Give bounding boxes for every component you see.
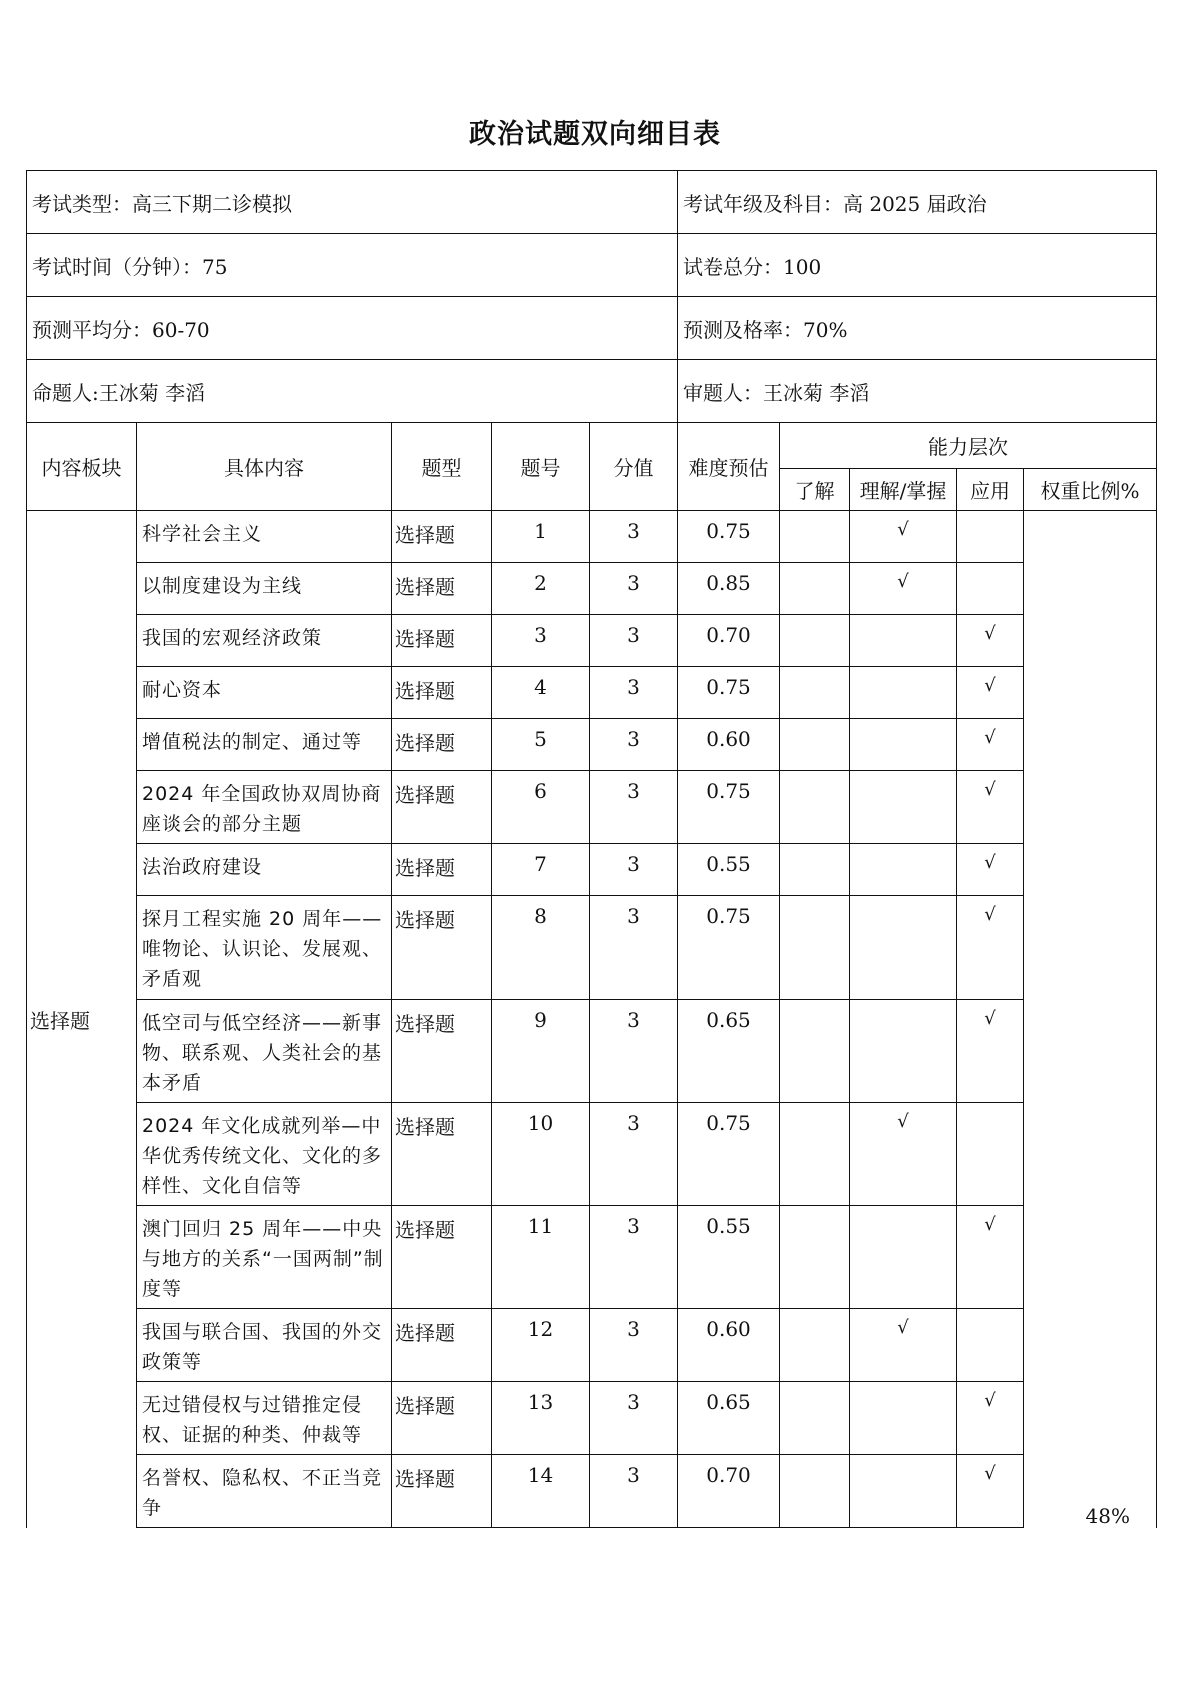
row-difficulty: 0.60 [678, 1309, 780, 1382]
row-number: 8 [492, 896, 590, 1000]
row-difficulty: 0.75 [678, 771, 780, 844]
row-type: 选择题 [392, 1382, 492, 1455]
table-row [27, 1103, 1157, 1206]
row-number: 5 [492, 719, 590, 771]
table-row [27, 1309, 1157, 1382]
table-row [27, 511, 1157, 563]
row-type: 选择题 [392, 615, 492, 667]
table-row [27, 719, 1157, 771]
row-content: 我国的宏观经济政策 [137, 615, 392, 667]
row-difficulty: 0.65 [678, 1000, 780, 1103]
empty-cell-understand [780, 1103, 850, 1206]
row-difficulty: 0.75 [678, 511, 780, 563]
row-score: 3 [590, 1000, 678, 1103]
check-mark-apply: √ [957, 1000, 1024, 1103]
empty-cell-comprehend [850, 1455, 957, 1528]
row-content: 耐心资本 [137, 667, 392, 719]
row-content: 无过错侵权与过错推定侵权、证据的种类、仲裁等 [137, 1382, 392, 1455]
empty-cell-apply [957, 563, 1024, 615]
row-difficulty: 0.70 [678, 615, 780, 667]
row-number: 13 [492, 1382, 590, 1455]
check-mark-apply: √ [957, 1455, 1024, 1528]
row-content: 2024 年文化成就列举—中华优秀传统文化、文化的多样性、文化自信等 [137, 1103, 392, 1206]
row-type: 选择题 [392, 1000, 492, 1103]
empty-cell-understand [780, 667, 850, 719]
empty-cell-understand [780, 1206, 850, 1309]
row-difficulty: 0.75 [678, 1103, 780, 1206]
table-row [27, 1382, 1157, 1455]
check-mark-apply: √ [957, 771, 1024, 844]
empty-cell-comprehend [850, 844, 957, 896]
exam-type: 考试类型：高三下期二诊模拟 [27, 171, 678, 234]
row-type: 选择题 [392, 896, 492, 1000]
row-type: 选择题 [392, 667, 492, 719]
predicted-average: 预测平均分：60-70 [27, 297, 678, 360]
check-mark-comprehend: √ [850, 1309, 957, 1382]
row-type: 选择题 [392, 1206, 492, 1309]
row-score: 3 [590, 896, 678, 1000]
header-number: 题号 [492, 423, 590, 511]
row-type: 选择题 [392, 1103, 492, 1206]
empty-cell-comprehend [850, 667, 957, 719]
header-ability: 能力层次 [780, 423, 1157, 469]
row-content: 澳门回归 25 周年——中央与地方的关系“一国两制”制度等 [137, 1206, 392, 1309]
table-row [27, 1206, 1157, 1309]
row-difficulty: 0.75 [678, 896, 780, 1000]
row-number: 1 [492, 511, 590, 563]
row-difficulty: 0.85 [678, 563, 780, 615]
header-section: 内容板块 [27, 423, 137, 511]
header-score: 分值 [590, 423, 678, 511]
header-type: 题型 [392, 423, 492, 511]
row-content: 以制度建设为主线 [137, 563, 392, 615]
empty-cell-comprehend [850, 771, 957, 844]
empty-cell-understand [780, 1309, 850, 1382]
row-content: 探月工程实施 20 周年——唯物论、认识论、发展观、矛盾观 [137, 896, 392, 1000]
row-score: 3 [590, 1206, 678, 1309]
empty-cell-apply [957, 1103, 1024, 1206]
row-type: 选择题 [392, 1309, 492, 1382]
row-type: 选择题 [392, 771, 492, 844]
row-number: 12 [492, 1309, 590, 1382]
row-difficulty: 0.55 [678, 844, 780, 896]
empty-cell-understand [780, 1455, 850, 1528]
empty-cell-comprehend [850, 1206, 957, 1309]
row-difficulty: 0.75 [678, 667, 780, 719]
row-number: 11 [492, 1206, 590, 1309]
total-score: 试卷总分：100 [678, 234, 1157, 297]
row-difficulty: 0.65 [678, 1382, 780, 1455]
empty-cell-comprehend [850, 1000, 957, 1103]
row-type: 选择题 [392, 719, 492, 771]
row-score: 3 [590, 511, 678, 563]
check-mark-comprehend: √ [850, 563, 957, 615]
row-score: 3 [590, 1103, 678, 1206]
row-number: 6 [492, 771, 590, 844]
table-row [27, 615, 1157, 667]
empty-cell-understand [780, 615, 850, 667]
weight-value: 48% [1024, 511, 1157, 1528]
header-difficulty: 难度预估 [678, 423, 780, 511]
table-row [27, 896, 1157, 1000]
row-number: 2 [492, 563, 590, 615]
row-content: 名誉权、隐私权、不正当竞争 [137, 1455, 392, 1528]
row-number: 7 [492, 844, 590, 896]
row-difficulty: 0.55 [678, 1206, 780, 1309]
row-content: 增值税法的制定、通过等 [137, 719, 392, 771]
row-type: 选择题 [392, 844, 492, 896]
header-content: 具体内容 [137, 423, 392, 511]
row-number: 10 [492, 1103, 590, 1206]
row-content: 2024 年全国政协双周协商座谈会的部分主题 [137, 771, 392, 844]
check-mark-apply: √ [957, 844, 1024, 896]
row-score: 3 [590, 844, 678, 896]
check-mark-apply: √ [957, 896, 1024, 1000]
row-score: 3 [590, 563, 678, 615]
check-mark-apply: √ [957, 719, 1024, 771]
row-number: 3 [492, 615, 590, 667]
row-number: 4 [492, 667, 590, 719]
row-difficulty: 0.70 [678, 1455, 780, 1528]
header-understand: 了解 [780, 469, 850, 511]
row-type: 选择题 [392, 1455, 492, 1528]
row-content: 我国与联合国、我国的外交政策等 [137, 1309, 392, 1382]
table-row [27, 1455, 1157, 1528]
empty-cell-understand [780, 1382, 850, 1455]
predicted-pass-rate: 预测及格率：70% [678, 297, 1157, 360]
row-score: 3 [590, 1455, 678, 1528]
empty-cell-understand [780, 771, 850, 844]
empty-cell-understand [780, 511, 850, 563]
empty-cell-comprehend [850, 1382, 957, 1455]
empty-cell-understand [780, 1000, 850, 1103]
empty-cell-apply [957, 511, 1024, 563]
header-weight: 权重比例% [1024, 469, 1157, 511]
row-content: 低空司与低空经济——新事物、联系观、人类社会的基本矛盾 [137, 1000, 392, 1103]
row-type: 选择题 [392, 563, 492, 615]
reviewer: 审题人：王冰菊 李滔 [678, 360, 1157, 423]
row-score: 3 [590, 1382, 678, 1455]
spec-table [26, 170, 1157, 1528]
empty-cell-apply [957, 1309, 1024, 1382]
author: 命题人:王冰菊 李滔 [27, 360, 678, 423]
empty-cell-understand [780, 563, 850, 615]
section-label: 选择题 [27, 511, 137, 1528]
row-number: 14 [492, 1455, 590, 1528]
check-mark-apply: √ [957, 667, 1024, 719]
header-comprehend: 理解/掌握 [850, 469, 957, 511]
row-score: 3 [590, 719, 678, 771]
empty-cell-understand [780, 719, 850, 771]
row-content: 科学社会主义 [137, 511, 392, 563]
check-mark-apply: √ [957, 1382, 1024, 1455]
row-score: 3 [590, 667, 678, 719]
row-score: 3 [590, 771, 678, 844]
table-row [27, 1000, 1157, 1103]
table-row [27, 771, 1157, 844]
table-row [27, 563, 1157, 615]
row-content: 法治政府建设 [137, 844, 392, 896]
empty-cell-understand [780, 896, 850, 1000]
check-mark-comprehend: √ [850, 511, 957, 563]
exam-time: 考试时间（分钟）：75 [27, 234, 678, 297]
check-mark-comprehend: √ [850, 1103, 957, 1206]
empty-cell-comprehend [850, 615, 957, 667]
check-mark-apply: √ [957, 615, 1024, 667]
table-row [27, 667, 1157, 719]
row-difficulty: 0.60 [678, 719, 780, 771]
table-row [27, 844, 1157, 896]
row-number: 9 [492, 1000, 590, 1103]
empty-cell-comprehend [850, 719, 957, 771]
row-score: 3 [590, 1309, 678, 1382]
header-apply: 应用 [957, 469, 1024, 511]
row-type: 选择题 [392, 511, 492, 563]
check-mark-apply: √ [957, 1206, 1024, 1309]
page-title: 政治试题双向细目表 [469, 119, 721, 150]
row-score: 3 [590, 615, 678, 667]
grade-subject: 考试年级及科目：高 2025 届政治 [678, 171, 1157, 234]
empty-cell-comprehend [850, 896, 957, 1000]
empty-cell-understand [780, 844, 850, 896]
